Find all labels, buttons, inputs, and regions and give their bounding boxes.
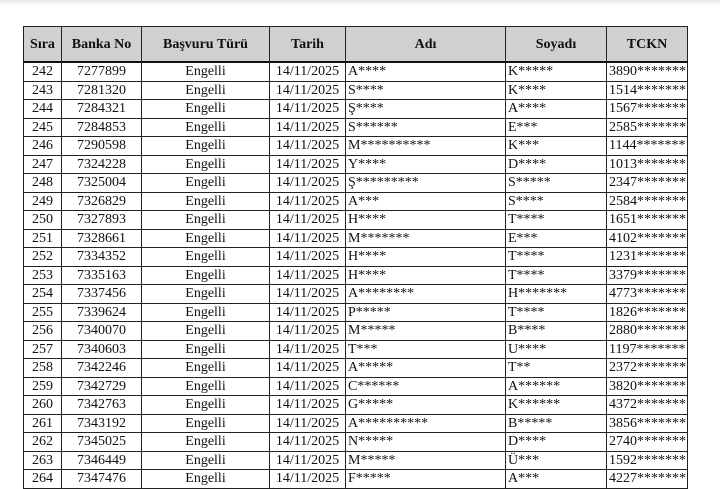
cell-adi: M*******	[346, 229, 506, 248]
cell-basvuru-turu: Engelli	[142, 396, 270, 415]
table-row	[24, 303, 688, 322]
cell-soyadi: T****	[506, 266, 607, 285]
cell-soyadi: K****	[506, 81, 607, 100]
cell-adi: A*****	[346, 359, 506, 378]
cell-sira: 255	[24, 303, 62, 322]
cell-sira: 244	[24, 100, 62, 119]
cell-soyadi: K*****	[506, 62, 607, 81]
cell-soyadi: S****	[506, 192, 607, 211]
cell-basvuru-turu: Engelli	[142, 174, 270, 193]
cell-tckn: 2585*******	[607, 118, 688, 137]
cell-tckn: 1197*******	[607, 340, 688, 359]
cell-sira: 252	[24, 248, 62, 267]
table-row	[24, 377, 688, 396]
cell-banka-no: 7342763	[62, 396, 142, 415]
cell-basvuru-turu: Engelli	[142, 81, 270, 100]
cell-sira: 263	[24, 451, 62, 470]
cell-tckn: 2347*******	[607, 174, 688, 193]
cell-banka-no: 7284321	[62, 100, 142, 119]
table-row	[24, 266, 688, 285]
table-row	[24, 229, 688, 248]
cell-tckn: 1826*******	[607, 303, 688, 322]
table-row	[24, 414, 688, 433]
beneficiary-table	[23, 26, 688, 489]
cell-tckn: 4102*******	[607, 229, 688, 248]
cell-soyadi: B*****	[506, 414, 607, 433]
cell-sira: 242	[24, 62, 62, 81]
cell-tckn: 3890*******	[607, 62, 688, 81]
cell-tarih: 14/11/2025	[270, 100, 346, 119]
cell-banka-no: 7281320	[62, 81, 142, 100]
cell-adi: M*****	[346, 451, 506, 470]
cell-tarih: 14/11/2025	[270, 174, 346, 193]
cell-soyadi: A****	[506, 100, 607, 119]
cell-sira: 245	[24, 118, 62, 137]
cell-soyadi: K***	[506, 137, 607, 156]
cell-tarih: 14/11/2025	[270, 285, 346, 304]
cell-banka-no: 7346449	[62, 451, 142, 470]
cell-banka-no: 7343192	[62, 414, 142, 433]
cell-adi: Ş*********	[346, 174, 506, 193]
table-row	[24, 211, 688, 230]
cell-tarih: 14/11/2025	[270, 433, 346, 452]
cell-banka-no: 7342246	[62, 359, 142, 378]
cell-tarih: 14/11/2025	[270, 303, 346, 322]
cell-basvuru-turu: Engelli	[142, 414, 270, 433]
cell-banka-no: 7345025	[62, 433, 142, 452]
cell-banka-no: 7335163	[62, 266, 142, 285]
cell-banka-no: 7337456	[62, 285, 142, 304]
cell-basvuru-turu: Engelli	[142, 100, 270, 119]
cell-tckn: 3856*******	[607, 414, 688, 433]
cell-sira: 259	[24, 377, 62, 396]
cell-tarih: 14/11/2025	[270, 359, 346, 378]
cell-adi: A**********	[346, 414, 506, 433]
table-row	[24, 451, 688, 470]
cell-sira: 247	[24, 155, 62, 174]
header-tarih: Tarih	[270, 27, 346, 63]
cell-sira: 250	[24, 211, 62, 230]
table-row	[24, 285, 688, 304]
cell-adi: A********	[346, 285, 506, 304]
table-row	[24, 470, 688, 489]
cell-adi: F*****	[346, 470, 506, 489]
cell-adi: S****	[346, 81, 506, 100]
cell-tarih: 14/11/2025	[270, 377, 346, 396]
cell-soyadi: E***	[506, 118, 607, 137]
cell-sira: 262	[24, 433, 62, 452]
cell-adi: H****	[346, 248, 506, 267]
cell-sira: 243	[24, 81, 62, 100]
cell-soyadi: T**	[506, 359, 607, 378]
cell-basvuru-turu: Engelli	[142, 266, 270, 285]
cell-soyadi: A******	[506, 377, 607, 396]
table-row	[24, 118, 688, 137]
header-tckn: TCKN	[607, 27, 688, 63]
header-adi: Adı	[346, 27, 506, 63]
cell-adi: Y****	[346, 155, 506, 174]
cell-tckn: 3379*******	[607, 266, 688, 285]
table-row	[24, 322, 688, 341]
cell-banka-no: 7325004	[62, 174, 142, 193]
cell-tarih: 14/11/2025	[270, 414, 346, 433]
cell-adi: C******	[346, 377, 506, 396]
cell-tarih: 14/11/2025	[270, 470, 346, 489]
cell-basvuru-turu: Engelli	[142, 359, 270, 378]
cell-tckn: 2880*******	[607, 322, 688, 341]
header-basvuru-turu: Başvuru Türü	[142, 27, 270, 63]
cell-adi: H****	[346, 211, 506, 230]
cell-banka-no: 7347476	[62, 470, 142, 489]
table-row	[24, 155, 688, 174]
cell-tckn: 4773*******	[607, 285, 688, 304]
table-row	[24, 396, 688, 415]
cell-soyadi: T****	[506, 303, 607, 322]
cell-adi: P*****	[346, 303, 506, 322]
table-row	[24, 340, 688, 359]
cell-tckn: 2372*******	[607, 359, 688, 378]
cell-tarih: 14/11/2025	[270, 81, 346, 100]
cell-tarih: 14/11/2025	[270, 62, 346, 81]
cell-adi: M*****	[346, 322, 506, 341]
cell-sira: 261	[24, 414, 62, 433]
table-row	[24, 81, 688, 100]
cell-sira: 260	[24, 396, 62, 415]
cell-tckn: 1592*******	[607, 451, 688, 470]
cell-soyadi: Ü***	[506, 451, 607, 470]
cell-sira: 257	[24, 340, 62, 359]
cell-tckn: 1567*******	[607, 100, 688, 119]
cell-banka-no: 7290598	[62, 137, 142, 156]
cell-sira: 248	[24, 174, 62, 193]
cell-soyadi: U****	[506, 340, 607, 359]
cell-tckn: 3820*******	[607, 377, 688, 396]
cell-tarih: 14/11/2025	[270, 192, 346, 211]
cell-soyadi: S*****	[506, 174, 607, 193]
page-top-shadow	[0, 0, 720, 6]
cell-soyadi: D****	[506, 433, 607, 452]
cell-tarih: 14/11/2025	[270, 248, 346, 267]
cell-tckn: 1514*******	[607, 81, 688, 100]
cell-basvuru-turu: Engelli	[142, 340, 270, 359]
cell-tckn: 1231*******	[607, 248, 688, 267]
cell-sira: 249	[24, 192, 62, 211]
cell-adi: N*****	[346, 433, 506, 452]
cell-banka-no: 7339624	[62, 303, 142, 322]
cell-soyadi: K******	[506, 396, 607, 415]
cell-sira: 258	[24, 359, 62, 378]
table-row	[24, 100, 688, 119]
cell-basvuru-turu: Engelli	[142, 118, 270, 137]
cell-tarih: 14/11/2025	[270, 340, 346, 359]
cell-tarih: 14/11/2025	[270, 118, 346, 137]
cell-tckn: 2740*******	[607, 433, 688, 452]
cell-sira: 246	[24, 137, 62, 156]
cell-banka-no: 7326829	[62, 192, 142, 211]
cell-soyadi: B****	[506, 322, 607, 341]
cell-soyadi: T****	[506, 211, 607, 230]
cell-adi: A****	[346, 62, 506, 81]
cell-basvuru-turu: Engelli	[142, 433, 270, 452]
cell-banka-no: 7340070	[62, 322, 142, 341]
cell-adi: A***	[346, 192, 506, 211]
cell-basvuru-turu: Engelli	[142, 62, 270, 81]
cell-tarih: 14/11/2025	[270, 229, 346, 248]
cell-banka-no: 7327893	[62, 211, 142, 230]
cell-adi: H****	[346, 266, 506, 285]
cell-tckn: 1013*******	[607, 155, 688, 174]
cell-adi: M**********	[346, 137, 506, 156]
cell-basvuru-turu: Engelli	[142, 451, 270, 470]
cell-basvuru-turu: Engelli	[142, 470, 270, 489]
cell-tckn: 4227*******	[607, 470, 688, 489]
cell-tckn: 1144*******	[607, 137, 688, 156]
cell-tarih: 14/11/2025	[270, 266, 346, 285]
cell-banka-no: 7328661	[62, 229, 142, 248]
cell-basvuru-turu: Engelli	[142, 377, 270, 396]
cell-soyadi: E***	[506, 229, 607, 248]
cell-basvuru-turu: Engelli	[142, 322, 270, 341]
cell-sira: 253	[24, 266, 62, 285]
cell-banka-no: 7324228	[62, 155, 142, 174]
cell-soyadi: A***	[506, 470, 607, 489]
cell-banka-no: 7342729	[62, 377, 142, 396]
cell-tckn: 2584*******	[607, 192, 688, 211]
table-body	[24, 62, 688, 488]
cell-banka-no: 7284853	[62, 118, 142, 137]
cell-basvuru-turu: Engelli	[142, 229, 270, 248]
cell-soyadi: D****	[506, 155, 607, 174]
cell-tckn: 4372*******	[607, 396, 688, 415]
cell-basvuru-turu: Engelli	[142, 137, 270, 156]
cell-banka-no: 7334352	[62, 248, 142, 267]
header-sira: Sıra	[24, 27, 62, 63]
table-row	[24, 137, 688, 156]
cell-tarih: 14/11/2025	[270, 322, 346, 341]
table-row	[24, 248, 688, 267]
cell-tarih: 14/11/2025	[270, 396, 346, 415]
table-row	[24, 192, 688, 211]
cell-sira: 254	[24, 285, 62, 304]
header-soyadi: Soyadı	[506, 27, 607, 63]
cell-sira: 251	[24, 229, 62, 248]
cell-basvuru-turu: Engelli	[142, 303, 270, 322]
cell-sira: 256	[24, 322, 62, 341]
cell-tarih: 14/11/2025	[270, 451, 346, 470]
cell-banka-no: 7340603	[62, 340, 142, 359]
cell-basvuru-turu: Engelli	[142, 248, 270, 267]
table-row	[24, 174, 688, 193]
table-row	[24, 433, 688, 452]
cell-soyadi: T****	[506, 248, 607, 267]
table-header-row	[24, 27, 688, 63]
cell-basvuru-turu: Engelli	[142, 192, 270, 211]
cell-adi: Ş****	[346, 100, 506, 119]
cell-adi: T***	[346, 340, 506, 359]
cell-soyadi: H*******	[506, 285, 607, 304]
cell-tarih: 14/11/2025	[270, 155, 346, 174]
header-banka-no: Banka No	[62, 27, 142, 63]
table-row	[24, 62, 688, 81]
cell-banka-no: 7277899	[62, 62, 142, 81]
cell-basvuru-turu: Engelli	[142, 285, 270, 304]
cell-basvuru-turu: Engelli	[142, 155, 270, 174]
cell-adi: S******	[346, 118, 506, 137]
cell-tarih: 14/11/2025	[270, 211, 346, 230]
cell-adi: G*****	[346, 396, 506, 415]
cell-tarih: 14/11/2025	[270, 137, 346, 156]
table-row	[24, 359, 688, 378]
cell-tckn: 1651*******	[607, 211, 688, 230]
cell-sira: 264	[24, 470, 62, 489]
cell-basvuru-turu: Engelli	[142, 211, 270, 230]
